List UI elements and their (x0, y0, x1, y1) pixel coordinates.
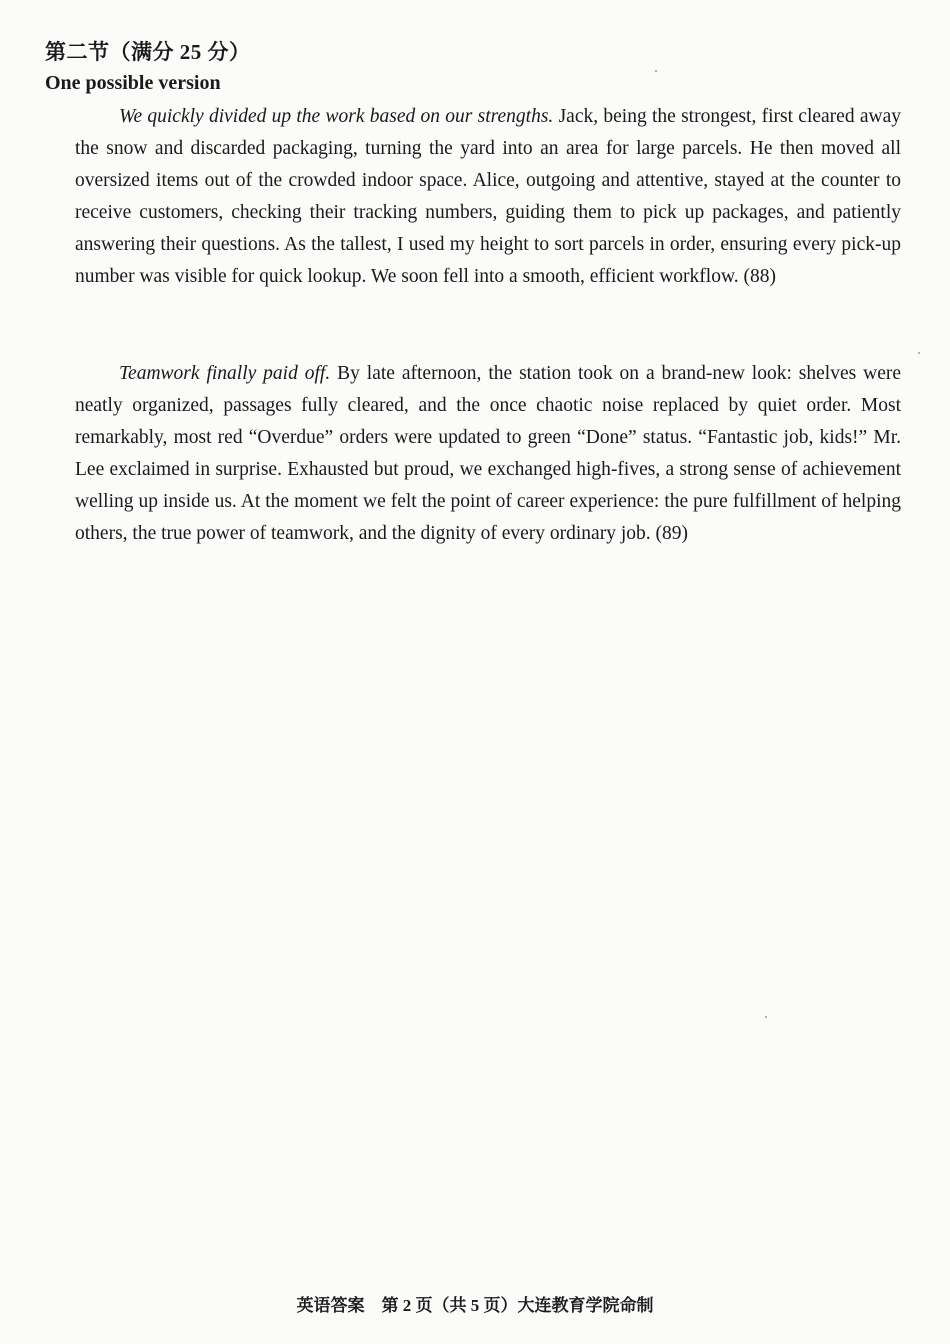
paragraph-2-lead: Teamwork finally paid off. (119, 363, 331, 384)
scan-speck (765, 1016, 767, 1018)
paragraph-1 (75, 101, 901, 293)
scan-speck (918, 352, 920, 354)
paragraph-2 (75, 358, 901, 550)
version-label: One possible version (45, 72, 221, 94)
paragraph-1-body: Jack, being the strongest, first cleared away the snow and discarded packaging, turning the yard into an area for large parcels. He then moved all oversized items out of the crowded indoor space. Alice, outgoing and attentive, stayed at the counter to receive customers, checking their tracking numbers, guiding them to pick up packages, and patiently answering their questions. As the tallest, I used my height to sort parcels in order, ensuring every pick-up number was visible for quick lookup. We soon fell into a smooth, efficient workflow. (88) (75, 106, 901, 287)
section-title: 第二节（满分 25 分） (45, 40, 251, 64)
paragraph-2-body: By late afternoon, the station took on a brand-new look: shelves were neatly organized, passages fully cleared, and the once chaotic noise replaced by quiet order. Most remarkably, most red “Overdue” orders were updated to green “Done” status. “Fantastic job, kids!” Mr. Lee exclaimed in surprise. Exhausted but proud, we exchanged high-fives, a strong sense of achievement welling up inside us. At the moment we felt the point of career experience: the pure fulfillment of helping others, the true power of teamwork, and the dignity of every ordinary job. (89) (75, 363, 901, 544)
paragraph-1-lead: We quickly divided up the work based on our strengths. (119, 106, 554, 127)
page-footer: 英语答案 第 2 页（共 5 页）大连教育学院命制 (296, 1296, 654, 1315)
scan-speck (655, 70, 657, 72)
